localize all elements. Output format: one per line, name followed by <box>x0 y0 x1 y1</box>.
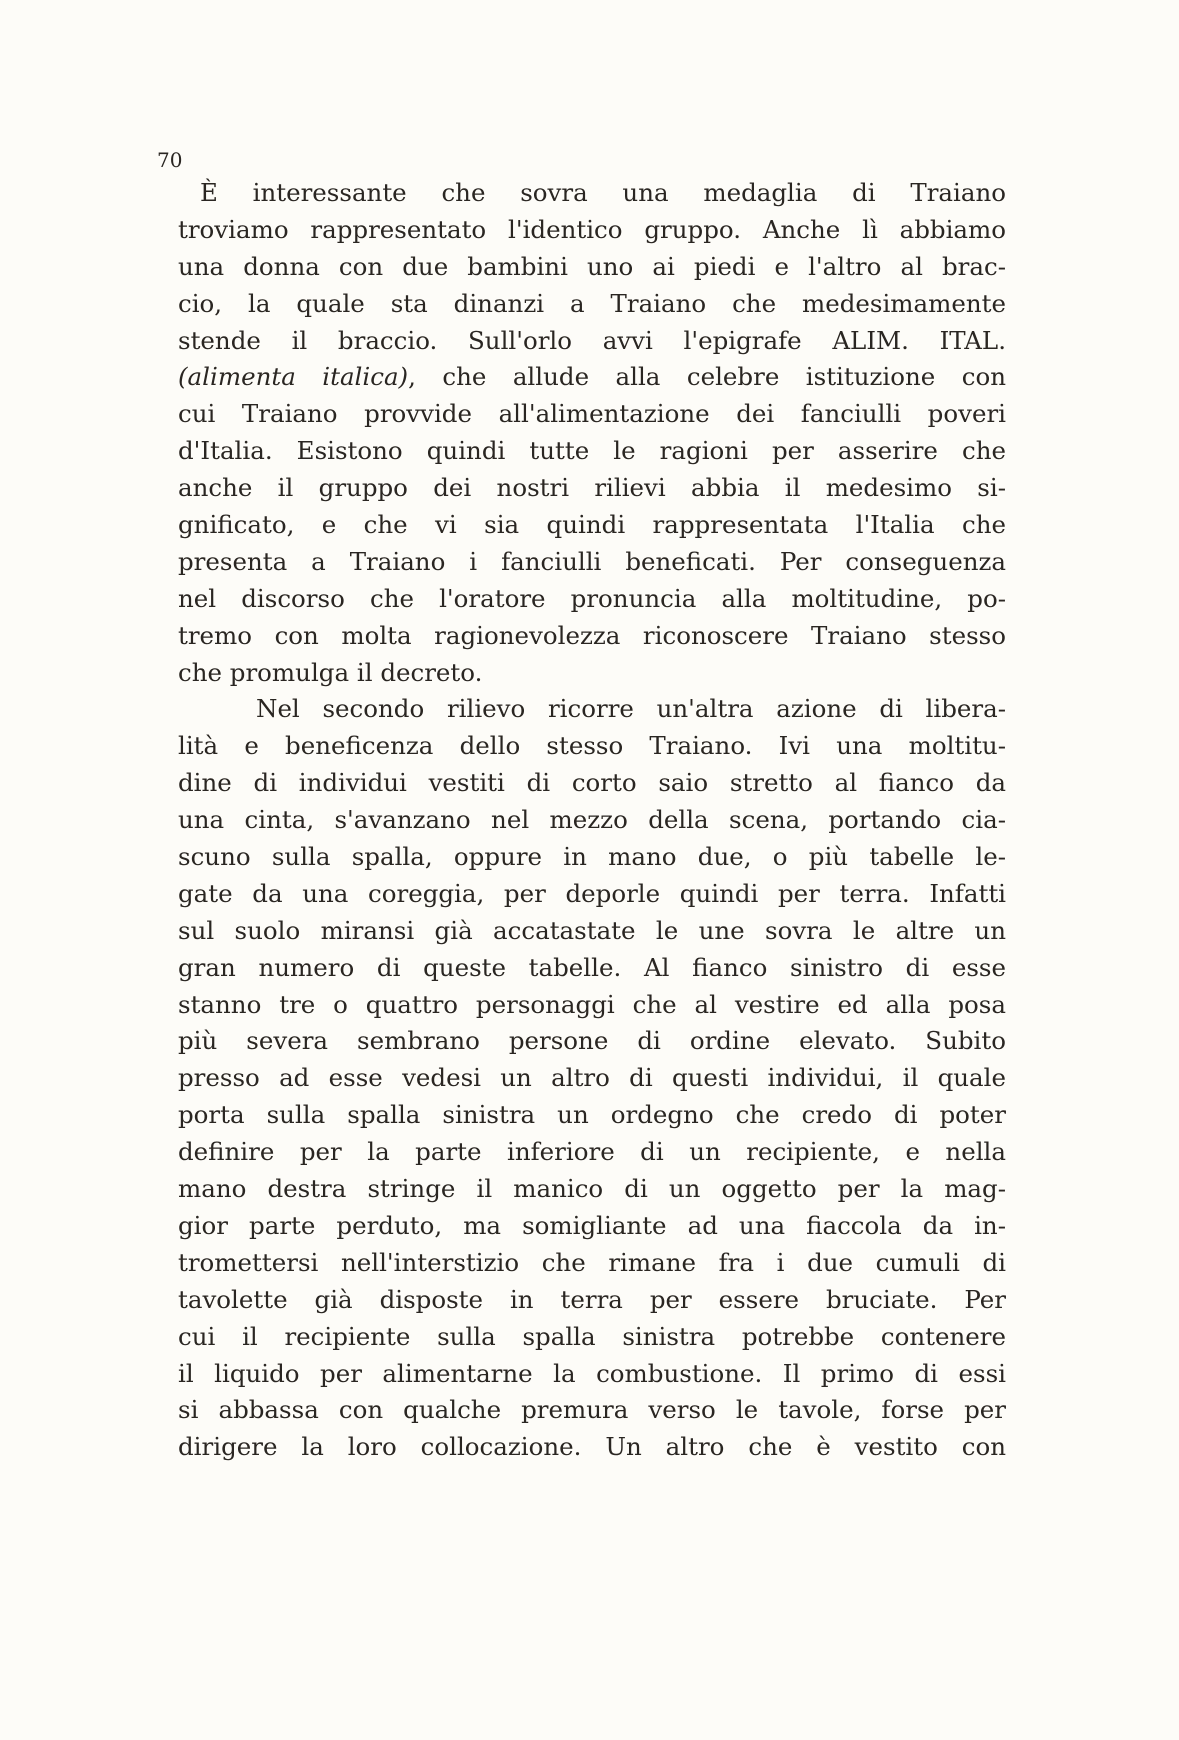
text-fragment: , che allude alla celebre istituzione con <box>408 362 1006 392</box>
text-line: tromettersi nell'interstizio che rimane fra i due cumuli di <box>178 1247 1006 1277</box>
text-line: cui il recipiente sulla spalla sinistra potrebbe contenere <box>178 1321 1006 1351</box>
text-line: si abbassa con qualche premura verso le tavole, forse per <box>178 1395 1006 1425</box>
text-line: troviamo rappresentato l'identico gruppo. Anche lì abbiamo <box>178 214 1006 244</box>
text-line: cui Traiano provvide all'alimentazione dei fanciulli poveri <box>178 399 1006 429</box>
text-line: lità e beneficenza dello stesso Traiano. Ivi una moltitu- <box>178 731 1006 761</box>
text-line-italic <box>178 359 1006 396</box>
text-line: d'Italia. Esistono quindi tutte le ragioni per asserire che <box>178 436 1006 466</box>
text-line: stanno tre o quattro personaggi che al vestire ed alla posa <box>178 989 1006 1019</box>
text-line: Nel secondo rilievo ricorre un'altra azione di libera- <box>256 694 1006 724</box>
text-line: più severa sembrano persone di ordine elevato. Subito <box>178 1026 1006 1056</box>
text-line: scuno sulla spalla, oppure in mano due, o più tabelle le- <box>178 842 1006 872</box>
text-line: nel discorso che l'oratore pronuncia alla moltitudine, po- <box>178 583 1006 613</box>
text-line: gior parte perduto, ma somigliante ad una fiaccola da in- <box>178 1210 1006 1240</box>
text-line: gran numero di queste tabelle. Al fianco sinistro di esse <box>178 952 1006 982</box>
text-line: presso ad esse vedesi un altro di questi individui, il quale <box>178 1063 1006 1093</box>
text-line: stende il braccio. Sull'orlo avvi l'epigrafe ALIM. ITAL. <box>178 325 1006 355</box>
text-line: porta sulla spalla sinistra un ordegno che credo di poter <box>178 1100 1006 1130</box>
page-number: 70 <box>157 148 183 172</box>
text-line: tremo con molta ragionevolezza riconoscere Traiano stesso <box>178 620 1006 650</box>
text-line: il liquido per alimentarne la combustione. Il primo di essi <box>178 1358 1006 1388</box>
text-line: tavolette già disposte in terra per essere bruciate. Per <box>178 1284 1006 1314</box>
text-line: cio, la quale sta dinanzi a Traiano che medesimamente <box>178 288 1006 318</box>
text-line: definire per la parte inferiore di un recipiente, e nella <box>178 1137 1006 1167</box>
text-line: mano destra stringe il manico di un oggetto per la mag- <box>178 1174 1006 1204</box>
text-line: sul suolo miransi già accatastate le une sovra le altre un <box>178 915 1006 945</box>
text-line: una cinta, s'avanzano nel mezzo della scena, portando cia- <box>178 805 1006 835</box>
text-line: gnificato, e che vi sia quindi rappresentata l'Italia che <box>178 510 1006 540</box>
body-text <box>178 175 1006 1466</box>
text-line: gate da una coreggia, per deporle quindi per terra. Infatti <box>178 878 1006 908</box>
text-line: che promulga il decreto. <box>178 657 483 687</box>
text-line: una donna con due bambini uno ai piedi e l'altro al brac- <box>178 251 1006 281</box>
text-line: presenta a Traiano i fanciulli beneficati. Per conseguenza <box>178 546 1006 576</box>
text-line: anche il gruppo dei nostri rilievi abbia il medesimo si- <box>178 473 1006 503</box>
italic-phrase: (alimenta italica) <box>178 362 409 392</box>
text-line: dine di individui vestiti di corto saio stretto al fianco da <box>178 768 1006 798</box>
text-line: dirigere la loro collocazione. Un altro che è vestito con <box>178 1432 1006 1462</box>
text-line: È interessante che sovra una medaglia di Traiano <box>200 178 1006 207</box>
